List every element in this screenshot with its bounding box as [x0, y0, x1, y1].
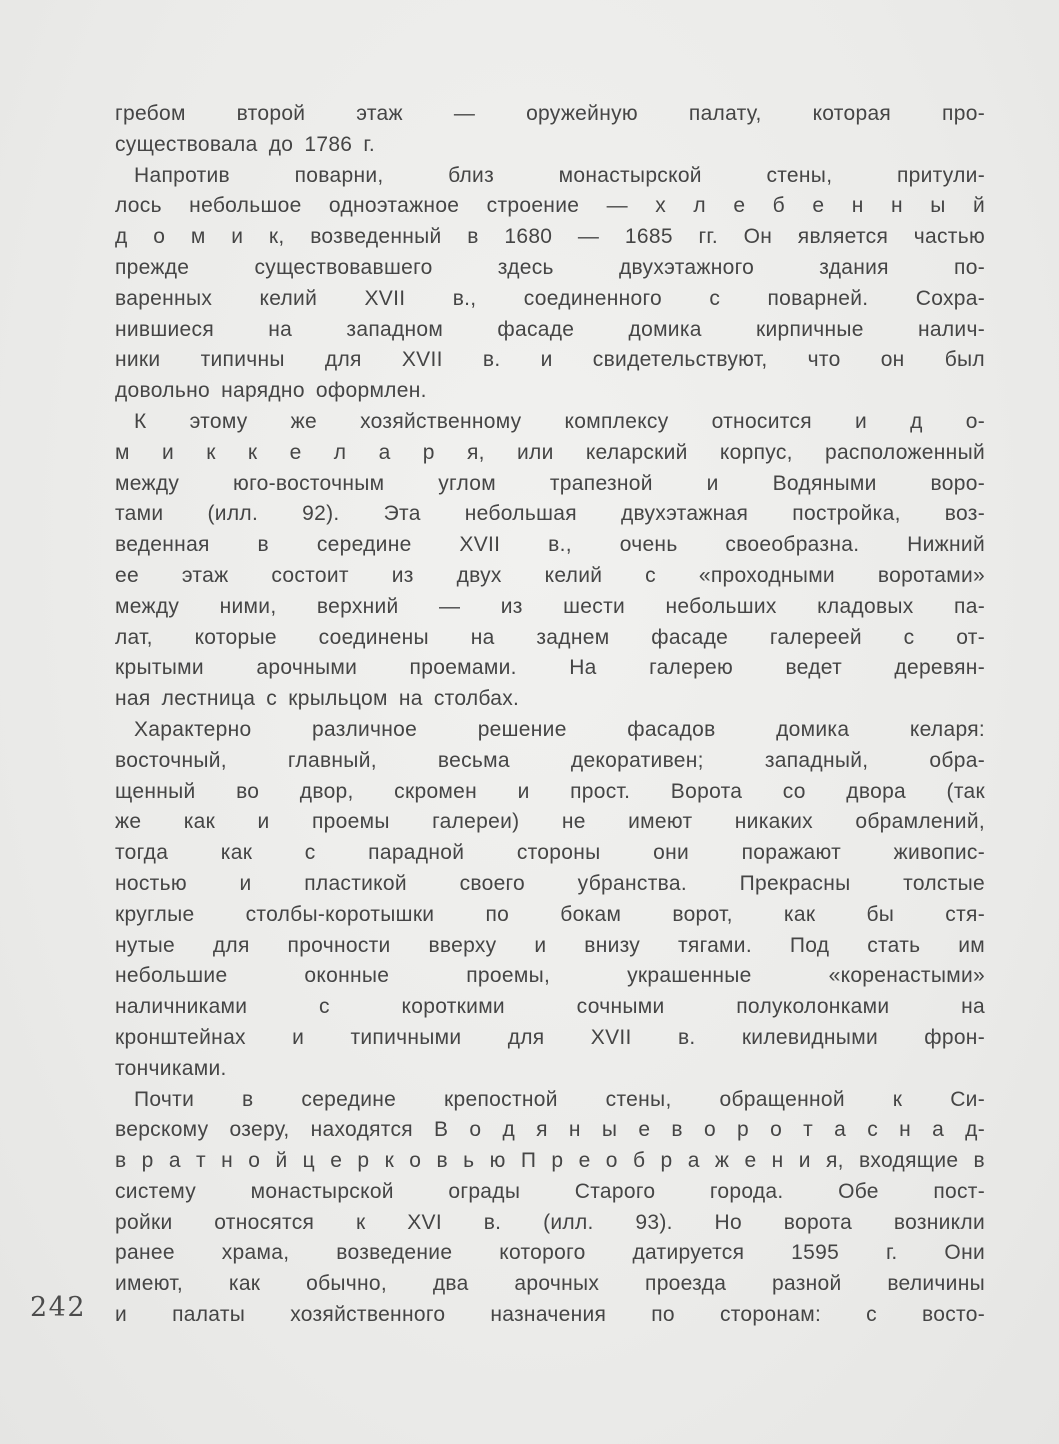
text-block: [115, 99, 985, 1331]
text-line: щенный во двор, скромен и прост. Ворота со двора (так: [115, 779, 985, 803]
text-line: Почти в середине крепостной стены, обращенной к Си-: [134, 1087, 985, 1111]
text-line: ранее храма, возведение которого датируется 1595 г. Они: [115, 1241, 985, 1265]
text-line: ная лестница с крыльцом на столбах.: [115, 687, 520, 711]
text-line: прежде существовавшего здесь двухэтажного здания по-: [115, 255, 985, 279]
text-line: небольшие оконные проемы, украшенные «коренастыми»: [115, 964, 985, 988]
text-line: тогда как с парадной стороны они поражают живопис-: [115, 841, 985, 865]
text-line: верскому озеру, находятся В о д я н ы е в о р о т а с н а д-: [115, 1118, 985, 1142]
text-line: веденная в середине XVII в., очень своеобразна. Нижний: [115, 533, 985, 557]
paragraph: [115, 161, 985, 407]
text-line: кронштейнах и типичными для XVII в. килевидными фрон-: [115, 1025, 985, 1049]
text-line: К этому же хозяйственному комплексу относится и д о-: [134, 409, 985, 433]
text-line: в р а т н о й ц е р к о в ь ю П р е о б р а ж е н и я, входящие в: [115, 1149, 985, 1173]
text-line: ройки относятся к XVI в. (илл. 93). Но ворота возникли: [115, 1210, 985, 1234]
text-line: тами (илл. 92). Эта небольшая двухэтажная постройка, воз-: [115, 502, 985, 526]
text-line: ники типичны для XVII в. и свидетельствуют, что он был: [115, 348, 985, 372]
text-line: между ними, верхний — из шести небольших кладовых па-: [115, 594, 985, 618]
text-line: восточный, главный, весьма декоративен; западный, обра-: [115, 748, 985, 772]
text-line: нившиеся на западном фасаде домика кирпичные налич-: [115, 317, 985, 341]
page-number: 242: [30, 1292, 87, 1323]
paragraph: [115, 407, 985, 715]
text-line: ностью и пластикой своего убранства. Прекрасны толстые: [115, 871, 985, 895]
text-line: д о м и к, возведенный в 1680 — 1685 гг. Он является частью: [115, 225, 985, 249]
text-line: тончиками.: [115, 1056, 227, 1080]
text-line: гребом второй этаж — оружейную палату, которая про-: [115, 102, 985, 125]
text-line: крытыми арочными проемами. На галерею ведет деревян-: [115, 656, 985, 680]
text-line: наличниками с короткими сочными полуколонками на: [115, 995, 985, 1019]
text-line: круглые столбы-коротышки по бокам ворот, как бы стя-: [115, 902, 985, 926]
text-line: м и к к е л а р я, или келарский корпус, расположенный: [115, 440, 985, 464]
text-line: систему монастырской ограды Старого города. Обе пост-: [115, 1179, 985, 1203]
text-line: лат, которые соединены на заднем фасаде галереей с от-: [115, 625, 985, 649]
text-line: ее этаж состоит из двух келий с «проходными воротами»: [115, 563, 985, 587]
text-line: существовала до 1786 г.: [115, 132, 375, 156]
text-line: Характерно различное решение фасадов домика келаря:: [134, 717, 985, 741]
text-line: варенных келий XVII в., соединенного с поварней. Сохра-: [115, 286, 985, 310]
text-line: лось небольшое одноэтажное строение — х л е б е н н ы й: [115, 194, 985, 218]
text-line: имеют, как обычно, два арочных проезда разной величины: [115, 1272, 985, 1296]
text-line: и палаты хозяйственного назначения по сторонам: с восто-: [115, 1303, 985, 1327]
text-line: довольно нарядно оформлен.: [115, 379, 427, 403]
text-line: же как и проемы галереи) не имеют никаких обрамлений,: [115, 810, 985, 834]
text-line: между юго-восточным углом трапезной и Водяными воро-: [115, 471, 985, 495]
paragraph: [115, 715, 985, 1085]
text-line: нутые для прочности вверху и внизу тягами. Под стать им: [115, 933, 985, 957]
paragraph: [115, 1085, 985, 1331]
text-line: Напротив поварни, близ монастырской стены, притули-: [134, 163, 985, 187]
paragraph: [115, 99, 985, 161]
